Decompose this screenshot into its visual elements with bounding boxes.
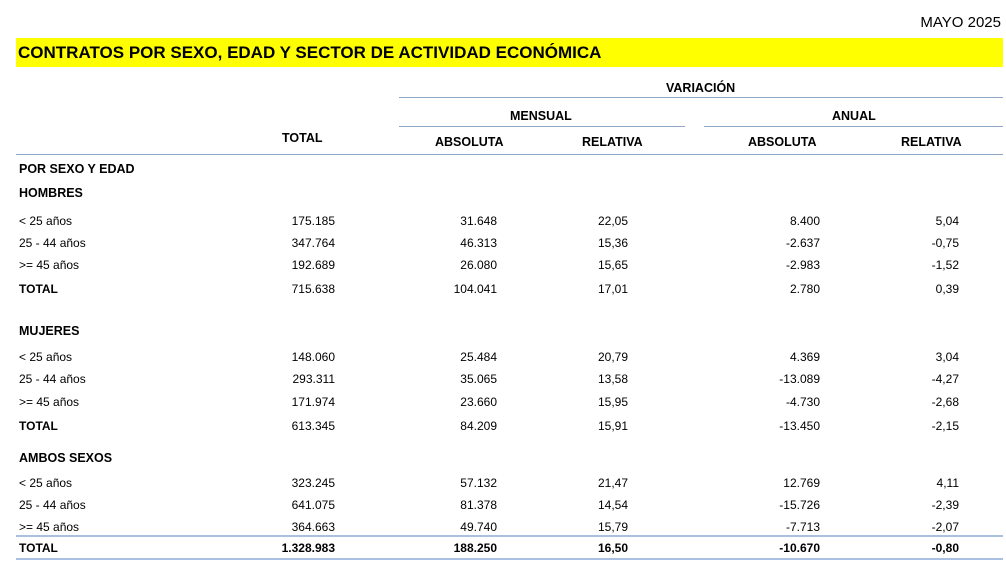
row-label: < 25 años xyxy=(19,476,73,490)
cell-total: 175.185 xyxy=(291,214,335,228)
table-row xyxy=(0,476,1006,496)
cell-mensual-relativa: 15,95 xyxy=(597,395,628,409)
cell-anual-absoluta: -4.730 xyxy=(785,395,820,409)
cell-anual-relativa: -2,68 xyxy=(931,395,959,409)
cell-total: 347.764 xyxy=(291,236,335,250)
cell-mensual-absoluta: 46.313 xyxy=(460,236,497,250)
row-label: 25 - 44 años xyxy=(19,498,86,512)
header-anual: ANUAL xyxy=(832,109,876,123)
cell-mensual-absoluta: 84.209 xyxy=(460,419,497,433)
cell-total: 641.075 xyxy=(291,498,335,512)
cell-mensual-absoluta: 23.660 xyxy=(460,395,497,409)
cell-mensual-relativa: 20,79 xyxy=(597,350,628,364)
cell-anual-relativa: 0,39 xyxy=(935,282,959,296)
cell-mensual-absoluta: 49.740 xyxy=(460,520,497,534)
cell-anual-absoluta: -10.670 xyxy=(779,541,820,555)
cell-mensual-relativa: 15,65 xyxy=(597,258,628,272)
table-row xyxy=(0,372,1006,392)
table-row-total xyxy=(0,282,1006,302)
cell-anual-relativa: 3,04 xyxy=(935,350,959,364)
cell-mensual-relativa: 15,91 xyxy=(597,419,628,433)
cell-mensual-absoluta: 57.132 xyxy=(460,476,497,490)
cell-anual-absoluta: -13.089 xyxy=(779,372,820,386)
row-label: < 25 años xyxy=(19,214,73,228)
rule-variacion xyxy=(399,97,1003,98)
cell-anual-absoluta: -13.450 xyxy=(779,419,820,433)
group-title-hombres: HOMBRES xyxy=(19,186,83,200)
cell-total: 715.638 xyxy=(291,282,335,296)
cell-anual-relativa: -0,75 xyxy=(931,236,959,250)
cell-mensual-relativa: 21,47 xyxy=(597,476,628,490)
table-row xyxy=(0,236,1006,256)
cell-mensual-relativa: 17,01 xyxy=(597,282,628,296)
cell-total: 148.060 xyxy=(291,350,335,364)
rule-grand-total-bottom xyxy=(16,558,1003,560)
table-row xyxy=(0,498,1006,518)
header-anual-relativa: RELATIVA xyxy=(901,135,962,149)
cell-mensual-absoluta: 31.648 xyxy=(460,214,497,228)
cell-mensual-absoluta: 81.378 xyxy=(460,498,497,512)
header-mensual: MENSUAL xyxy=(510,109,572,123)
table-row xyxy=(0,350,1006,370)
table-row xyxy=(0,214,1006,234)
cell-anual-absoluta: 2.780 xyxy=(789,282,820,296)
cell-anual-relativa: -2,39 xyxy=(931,498,959,512)
header-anual-absoluta: ABSOLUTA xyxy=(748,135,817,149)
rule-anual xyxy=(704,126,1003,127)
group-title-mujeres: MUJERES xyxy=(19,324,80,338)
cell-mensual-relativa: 16,50 xyxy=(597,541,628,555)
cell-total: 1.328.983 xyxy=(281,541,335,555)
row-label: >= 45 años xyxy=(19,258,80,272)
cell-total: 293.311 xyxy=(292,372,335,386)
cell-mensual-absoluta: 35.065 xyxy=(460,372,497,386)
row-label: 25 - 44 años xyxy=(19,372,86,386)
table-row xyxy=(0,258,1006,278)
cell-total: 323.245 xyxy=(291,476,335,490)
cell-total: 171.974 xyxy=(291,395,335,409)
table-row xyxy=(0,520,1006,535)
header-mensual-relativa: RELATIVA xyxy=(582,135,643,149)
cell-mensual-relativa: 15,79 xyxy=(597,520,628,534)
cell-mensual-relativa: 13,58 xyxy=(597,372,628,386)
rule-grand-total-top xyxy=(16,535,1003,537)
header-mensual-absoluta: ABSOLUTA xyxy=(435,135,504,149)
header-variacion: VARIACIÓN xyxy=(666,81,736,95)
cell-anual-relativa: -1,52 xyxy=(931,258,959,272)
rule-header-bottom xyxy=(16,154,1003,155)
cell-anual-absoluta: -2.983 xyxy=(785,258,820,272)
cell-anual-relativa: -2,07 xyxy=(931,520,959,534)
cell-anual-absoluta: 8.400 xyxy=(789,214,820,228)
row-label: >= 45 años xyxy=(19,520,80,534)
row-label: TOTAL xyxy=(19,282,58,296)
cell-anual-relativa: -0,80 xyxy=(931,541,959,555)
cell-anual-absoluta: 12.769 xyxy=(783,476,820,490)
row-label: >= 45 años xyxy=(19,395,80,409)
cell-total: 192.689 xyxy=(291,258,335,272)
cell-mensual-relativa: 22,05 xyxy=(597,214,628,228)
cell-anual-absoluta: -7.713 xyxy=(785,520,820,534)
row-label: 25 - 44 años xyxy=(19,236,86,250)
section-title: POR SEXO Y EDAD xyxy=(19,162,135,176)
cell-anual-absoluta: 4.369 xyxy=(789,350,820,364)
row-label: TOTAL xyxy=(19,419,58,433)
cell-mensual-absoluta: 26.080 xyxy=(460,258,497,272)
row-label: TOTAL xyxy=(19,541,58,555)
cell-anual-relativa: -2,15 xyxy=(931,419,959,433)
table-row xyxy=(0,395,1006,415)
table-row-total xyxy=(0,419,1006,439)
cell-anual-absoluta: -2.637 xyxy=(785,236,820,250)
group-title-ambos-sexos: AMBOS SEXOS xyxy=(19,451,113,465)
cell-total: 613.345 xyxy=(291,419,335,433)
cell-anual-relativa: -4,27 xyxy=(931,372,959,386)
row-label: < 25 años xyxy=(19,350,73,364)
cell-anual-relativa: 4,11 xyxy=(936,476,959,490)
cell-mensual-absoluta: 188.250 xyxy=(453,541,497,555)
cell-total: 364.663 xyxy=(291,520,335,534)
cell-mensual-relativa: 14,54 xyxy=(597,498,628,512)
cell-anual-absoluta: -15.726 xyxy=(779,498,820,512)
cell-mensual-relativa: 15,36 xyxy=(597,236,628,250)
title-bar xyxy=(16,38,1003,67)
page-title: CONTRATOS POR SEXO, EDAD Y SECTOR DE ACTIVIDAD ECONÓMICA xyxy=(18,43,602,62)
rule-mensual xyxy=(399,126,685,127)
cell-mensual-absoluta: 25.484 xyxy=(460,350,497,364)
cell-mensual-absoluta: 104.041 xyxy=(453,282,497,296)
report-date: MAYO 2025 xyxy=(920,14,1001,31)
cell-anual-relativa: 5,04 xyxy=(935,214,959,228)
header-total: TOTAL xyxy=(282,131,323,145)
